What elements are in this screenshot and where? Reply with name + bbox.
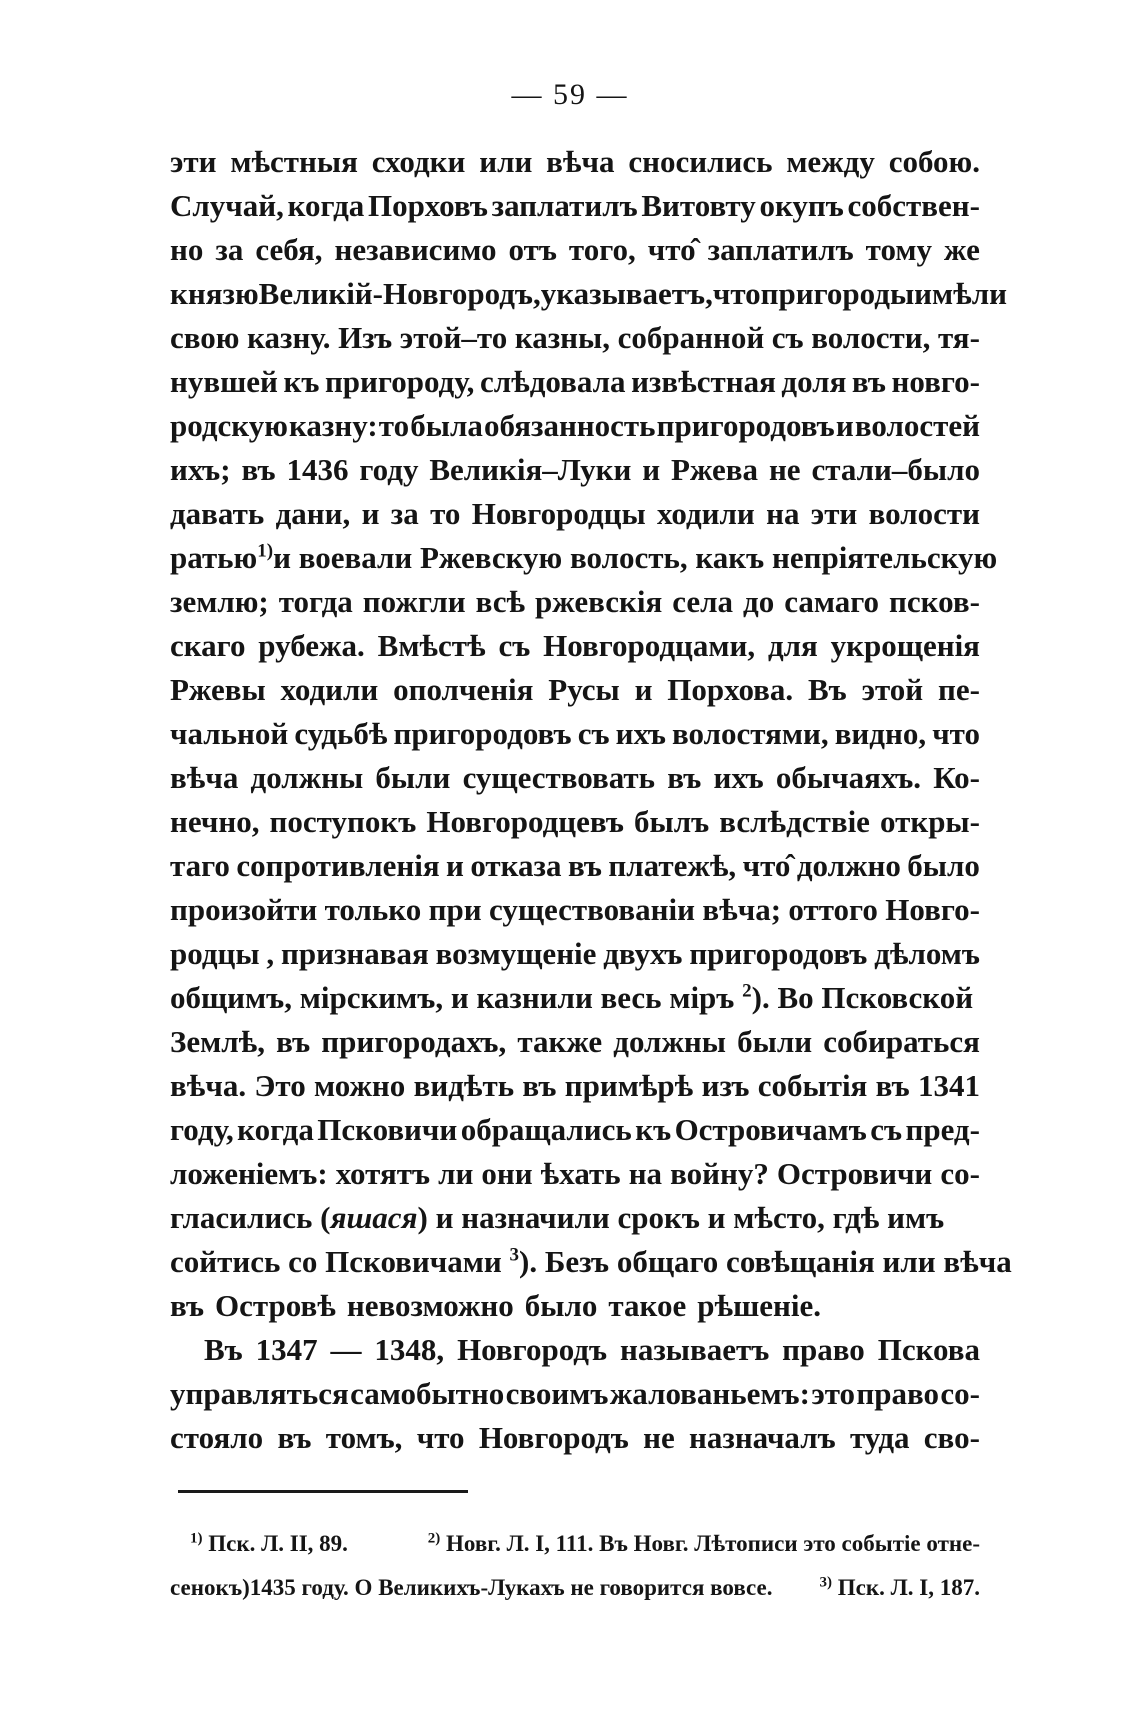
word: Новгородъ	[457, 1332, 608, 1367]
word: ходили	[657, 496, 755, 531]
word: Островичамъ	[674, 1112, 867, 1147]
word: Это	[254, 1068, 306, 1103]
word: вслѣдствіе	[719, 804, 870, 839]
word: скаго	[170, 628, 246, 663]
word: въ	[276, 1024, 311, 1059]
word: доля	[781, 364, 847, 399]
word: и	[361, 496, 380, 531]
word: 1348,	[374, 1332, 445, 1367]
word: было	[907, 848, 980, 883]
word: платежѣ,	[608, 848, 737, 883]
word: право	[856, 1376, 940, 1411]
footnote-1: $^{1)}$ Пск. Л. II, 89.	[190, 1530, 348, 1556]
word: Великій-Новгородъ,	[258, 276, 541, 311]
word: въ	[170, 1288, 205, 1323]
word: этой	[861, 672, 924, 707]
word: такое	[608, 1288, 687, 1323]
text-line	[170, 272, 1008, 316]
word: Пскова	[877, 1332, 980, 1367]
word: ѣхать	[540, 1156, 621, 1191]
word: ,	[266, 936, 275, 971]
word: пред-	[905, 1112, 980, 1147]
word: называетъ	[619, 1332, 770, 1367]
word: они	[481, 1156, 533, 1191]
word: изъ	[701, 1068, 750, 1103]
word: нечно,	[170, 804, 260, 839]
word: но	[170, 232, 204, 267]
word: казну.	[247, 320, 331, 355]
text-line	[170, 1416, 980, 1460]
word: Ржева	[671, 452, 759, 487]
word: 1436	[286, 452, 349, 487]
word: Новгородцами,	[543, 628, 756, 663]
word: того,	[568, 232, 636, 267]
word: признавая	[280, 936, 429, 971]
page-number: — 59 —	[511, 78, 629, 111]
word: за	[215, 232, 244, 267]
word: собранной	[617, 320, 765, 355]
text-line	[170, 1240, 1012, 1284]
word: въ	[567, 848, 602, 883]
word: заплатилъ	[491, 188, 638, 223]
word: судьбѣ	[294, 716, 388, 751]
word: за	[390, 496, 419, 531]
word: Порхова.	[667, 672, 794, 707]
word: Новгородъ	[478, 1420, 629, 1455]
word: не	[643, 1420, 675, 1455]
italic-word: яшася	[330, 1200, 418, 1235]
word: съ	[498, 628, 531, 663]
word: Землѣ,	[170, 1024, 265, 1059]
word: имѣли	[914, 276, 1008, 311]
word: тому	[865, 232, 933, 267]
word: землю;	[170, 584, 269, 619]
footnote-2-continued: сенокъ)1435 году. О Великихъ-Лукахъ не говорится вовсе.	[170, 1575, 773, 1600]
word: и	[446, 848, 464, 883]
word: событія	[757, 1068, 868, 1103]
word: Изъ	[338, 320, 393, 355]
word: же	[944, 232, 980, 267]
text-line	[170, 756, 980, 800]
text-line	[170, 976, 980, 1020]
text-line	[170, 668, 980, 712]
footnote-3: $^{3)}$ Пск. Л. I, 187.	[819, 1574, 980, 1600]
footnote-ref: 1)	[257, 540, 274, 562]
text-fragment: гласились (яшася) и назначили срокъ и мѣсто, гдѣ имъ	[170, 1200, 945, 1235]
word: ржевскія	[535, 584, 663, 619]
footnote-ref: 2	[742, 980, 752, 1002]
word: пригородовъ	[393, 716, 572, 751]
word: въ	[875, 1068, 910, 1103]
word: до	[743, 584, 775, 619]
word: также	[517, 1024, 603, 1059]
text-line	[170, 404, 980, 448]
word: Ко-	[933, 760, 980, 795]
word: волости	[868, 496, 980, 531]
word: то	[430, 496, 461, 531]
word: 1341	[917, 1068, 980, 1103]
word: должны	[250, 760, 364, 795]
word: на	[628, 1156, 663, 1191]
word: Вмѣстѣ	[377, 628, 486, 663]
word: то	[378, 408, 410, 443]
word: должно	[796, 848, 901, 883]
text-line	[170, 712, 980, 756]
word: таго	[170, 848, 230, 883]
word: обязанность	[483, 408, 656, 443]
word: родцы	[170, 936, 260, 971]
word: существованіи	[489, 892, 695, 927]
text-line	[170, 932, 980, 976]
word: ходили	[280, 672, 379, 707]
word: псков-	[889, 584, 980, 619]
word: Новго-	[885, 892, 980, 927]
word: существовать	[462, 760, 656, 795]
text-fragment: $^{1)}$и воевали Ржевскую волость, какъ непріятельскую	[257, 540, 998, 575]
word: стояло	[170, 1420, 264, 1455]
word: двухъ	[603, 936, 683, 971]
text-line	[170, 536, 998, 580]
word: сносились	[628, 144, 773, 179]
word: въ	[522, 1068, 557, 1103]
word: себя,	[255, 232, 323, 267]
word: и	[634, 672, 653, 707]
word: примѣрѣ	[564, 1068, 694, 1103]
word: право	[782, 1332, 865, 1367]
word: оттого	[788, 892, 878, 927]
word: Островичи	[776, 1156, 933, 1191]
word: Въ	[204, 1332, 243, 1367]
text-line	[170, 492, 980, 536]
text-line	[170, 1328, 980, 1372]
text-line	[170, 360, 980, 404]
word: независимо	[334, 232, 497, 267]
word: произойти	[170, 892, 318, 927]
word: что	[712, 276, 761, 311]
word: нувшей	[170, 364, 278, 399]
word: невозможно	[346, 1288, 514, 1323]
word: Случай,	[170, 188, 284, 223]
word: эти	[170, 144, 217, 179]
word: самаго	[784, 584, 880, 619]
word: когда	[287, 188, 365, 223]
word: что	[416, 1420, 465, 1455]
word: когда	[237, 1112, 314, 1147]
word: можно	[314, 1068, 406, 1103]
word: казны,	[514, 320, 610, 355]
word: или	[479, 144, 533, 179]
footnote-line	[170, 1566, 980, 1610]
word: этой–то	[399, 320, 508, 355]
word: князю	[170, 276, 259, 311]
footnote-divider	[178, 1490, 468, 1493]
word: слѣдовала	[479, 364, 626, 399]
word: чальной	[170, 716, 289, 751]
footnote-ref: 3	[509, 1244, 519, 1266]
word: отказа	[470, 848, 562, 883]
text-line	[170, 624, 980, 668]
word: должны	[613, 1024, 726, 1059]
word: собствен-	[847, 188, 980, 223]
word: Новгородцы	[471, 496, 646, 531]
word: Псковичи	[317, 1112, 458, 1147]
word: это	[811, 1376, 856, 1411]
word: эти	[810, 496, 858, 531]
text-fragment: общимъ, мірскимъ, и казнили весь міръ $^2$). Во Псковской	[170, 980, 974, 1015]
word: откры-	[880, 804, 980, 839]
word: въ	[241, 452, 276, 487]
text-line	[170, 1152, 980, 1196]
word: —	[330, 1332, 362, 1367]
word: свою	[170, 320, 240, 355]
word: своимъ	[505, 1376, 609, 1411]
text-line	[170, 448, 980, 492]
word: ложеніемъ:	[170, 1156, 328, 1191]
word: самобытно	[350, 1376, 505, 1411]
word: ихъ	[615, 716, 666, 751]
text-line	[170, 140, 980, 184]
word: Въ	[808, 672, 847, 707]
word: дѣломъ	[874, 936, 980, 971]
text-line	[170, 1064, 980, 1108]
word: войну?	[670, 1156, 769, 1191]
word: Русы	[548, 672, 620, 707]
word: тогда	[278, 584, 353, 619]
word: и	[642, 452, 661, 487]
word: туда	[849, 1420, 910, 1455]
text-line	[170, 1108, 980, 1152]
word: 1347	[255, 1332, 318, 1367]
word: была	[410, 408, 483, 443]
word: къ	[635, 1112, 672, 1147]
footnote-2: $^{2)}$ Новг. Л. I, 111. Въ Новг. Лѣтописи это событіе отне-	[427, 1530, 980, 1556]
word: Ржевы	[170, 672, 266, 707]
word: былъ	[634, 804, 710, 839]
word: Новгородцевъ	[426, 804, 624, 839]
word: пожгли	[362, 584, 466, 619]
word: поступокъ	[269, 804, 417, 839]
word: пригородовъ	[689, 936, 868, 971]
word: въ	[277, 1420, 312, 1455]
word: вѣча.	[170, 1068, 247, 1103]
text-line	[170, 316, 980, 360]
word: мѣстныя	[230, 144, 358, 179]
word: стали–было	[811, 452, 980, 487]
word: тя-	[937, 320, 980, 355]
word: жалованьемъ:	[609, 1376, 810, 1411]
word: только	[324, 892, 422, 927]
word: съ	[771, 320, 804, 355]
word: извѣстная	[631, 364, 776, 399]
text-line	[170, 228, 980, 272]
word: съ	[870, 1112, 903, 1147]
text-line	[170, 1284, 980, 1328]
text-fragment: сойтись со Псковичами $^3$). Безъ общаго совѣщанія или вѣча	[170, 1244, 1012, 1279]
text-line	[170, 184, 980, 228]
word: села	[672, 584, 734, 619]
word: не	[768, 452, 801, 487]
word: сопротивленія	[236, 848, 440, 883]
text-line	[170, 844, 980, 888]
word: съ	[577, 716, 610, 751]
word: пригороды	[760, 276, 915, 311]
word: пригороду,	[324, 364, 475, 399]
word: со-	[940, 1376, 980, 1411]
word: ли	[438, 1156, 474, 1191]
word: обычаяхъ.	[775, 760, 922, 795]
word: ополченія	[393, 672, 534, 707]
word: видѣть	[413, 1068, 515, 1103]
word: вѣча	[546, 144, 615, 179]
word: укрощенія	[830, 628, 980, 663]
word: были	[375, 760, 451, 795]
word: вѣча;	[702, 892, 782, 927]
word: году	[359, 452, 419, 487]
word: новго-	[891, 364, 980, 399]
word: ихъ;	[170, 452, 231, 487]
word: въ	[667, 760, 702, 795]
word: волостями,	[672, 716, 829, 751]
word: давать	[170, 496, 265, 531]
text-line	[170, 800, 980, 844]
word: Порховъ	[367, 188, 488, 223]
word: рубежа.	[258, 628, 365, 663]
word: Великія–Луки	[429, 452, 632, 487]
word: къ	[283, 364, 320, 399]
word: рѣшеніе.	[697, 1288, 821, 1323]
word: между	[786, 144, 875, 179]
word: томъ,	[325, 1420, 403, 1455]
word: заплатилъ	[707, 232, 854, 267]
word: сходки	[371, 144, 466, 179]
word: было	[524, 1288, 598, 1323]
word: дани,	[275, 496, 351, 531]
text-line	[170, 1196, 980, 1240]
word: указываетъ,	[540, 276, 713, 311]
word: году,	[170, 1112, 234, 1147]
word: волостей	[854, 408, 980, 443]
word: пригородовъ	[656, 408, 835, 443]
text-line	[170, 888, 980, 932]
word: при	[428, 892, 482, 927]
word: управляться	[170, 1376, 349, 1411]
text-line	[170, 1020, 980, 1064]
word: что	[932, 716, 980, 751]
word: были	[737, 1024, 813, 1059]
word: сво-	[923, 1420, 980, 1455]
word: возмущеніе	[435, 936, 597, 971]
body-text	[170, 140, 1012, 1460]
word: волости,	[811, 320, 931, 355]
word: пе-	[937, 672, 980, 707]
footnotes	[170, 1522, 980, 1610]
word: и	[835, 408, 854, 443]
word: отъ	[508, 232, 557, 267]
word: казну:	[289, 408, 378, 443]
word: пригородахъ,	[321, 1024, 507, 1059]
word: хотятъ	[335, 1156, 431, 1191]
word: назначалъ	[689, 1420, 836, 1455]
word: окупъ	[759, 188, 844, 223]
word: Островѣ	[215, 1288, 336, 1323]
text-line	[170, 1372, 980, 1416]
footnote-line	[170, 1522, 980, 1566]
word: что̂	[647, 232, 696, 267]
word: Витовту	[641, 188, 756, 223]
word: для	[767, 628, 818, 663]
word: видно,	[834, 716, 927, 751]
word: со-	[940, 1156, 980, 1191]
word: вѣча	[170, 760, 239, 795]
word: всѣ	[475, 584, 526, 619]
word: собою.	[888, 144, 980, 179]
word: родскую	[170, 408, 288, 443]
word: ихъ	[713, 760, 764, 795]
text-fragment: ратью	[170, 540, 258, 575]
word: что̂	[742, 848, 791, 883]
text-line	[170, 580, 980, 624]
word: въ	[851, 364, 886, 399]
word: обращались	[460, 1112, 632, 1147]
word: собираться	[823, 1024, 980, 1059]
word: на	[766, 496, 800, 531]
